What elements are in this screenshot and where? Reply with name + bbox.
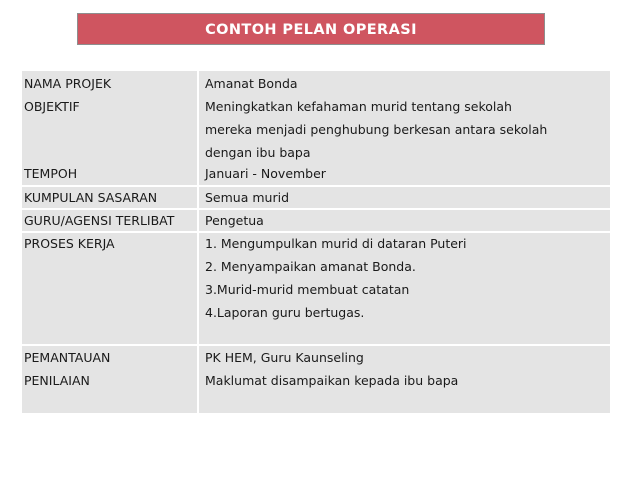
row-value-penilaian: Maklumat disampaikan kepada ibu bapa: [205, 373, 459, 388]
row-value-proses-kerja-step-1: 1. Mengumpulkan murid di dataran Puteri: [205, 236, 467, 251]
row-value-nama-projek: Amanat Bonda: [205, 76, 298, 91]
row-label-guru-agensi: GURU/AGENSI TERLIBAT: [24, 213, 175, 228]
page-title: CONTOH PELAN OPERASI: [205, 22, 417, 38]
row-value-kumpulan-sasaran: Semua murid: [205, 190, 290, 205]
row-value-tempoh: Januari - November: [205, 166, 326, 181]
row-value-objektif-line-2: mereka menjadi penghubung berkesan antara sekolah: [205, 122, 548, 137]
row-value-objektif-line-1: Meningkatkan kefahaman murid tentang sekolah: [205, 99, 512, 114]
title-banner: [77, 13, 545, 45]
row-label-tempoh: TEMPOH: [24, 166, 78, 181]
row-label-proses-kerja: PROSES KERJA: [24, 236, 115, 251]
row-label-penilaian: PENILAIAN: [24, 373, 90, 388]
column-divider: [197, 71, 199, 413]
row-value-objektif-line-3: dengan ibu bapa: [205, 145, 311, 160]
row-value-pemantauan: PK HEM, Guru Kaunseling: [205, 350, 364, 365]
row-value-proses-kerja-step-4: 4.Laporan guru bertugas.: [205, 305, 365, 320]
row-label-pemantauan: PEMANTAUAN: [24, 350, 111, 365]
row-label-kumpulan-sasaran: KUMPULAN SASARAN: [24, 190, 158, 205]
row-value-proses-kerja-step-3: 3.Murid-murid membuat catatan: [205, 282, 410, 297]
row-label-nama-projek: NAMA PROJEK: [24, 76, 112, 91]
row-value-proses-kerja-step-2: 2. Menyampaikan amanat Bonda.: [205, 259, 416, 274]
row-value-guru-agensi: Pengetua: [205, 213, 264, 228]
operation-plan-table: [22, 71, 610, 413]
row-label-objektif: OBJEKTIF: [24, 99, 80, 114]
